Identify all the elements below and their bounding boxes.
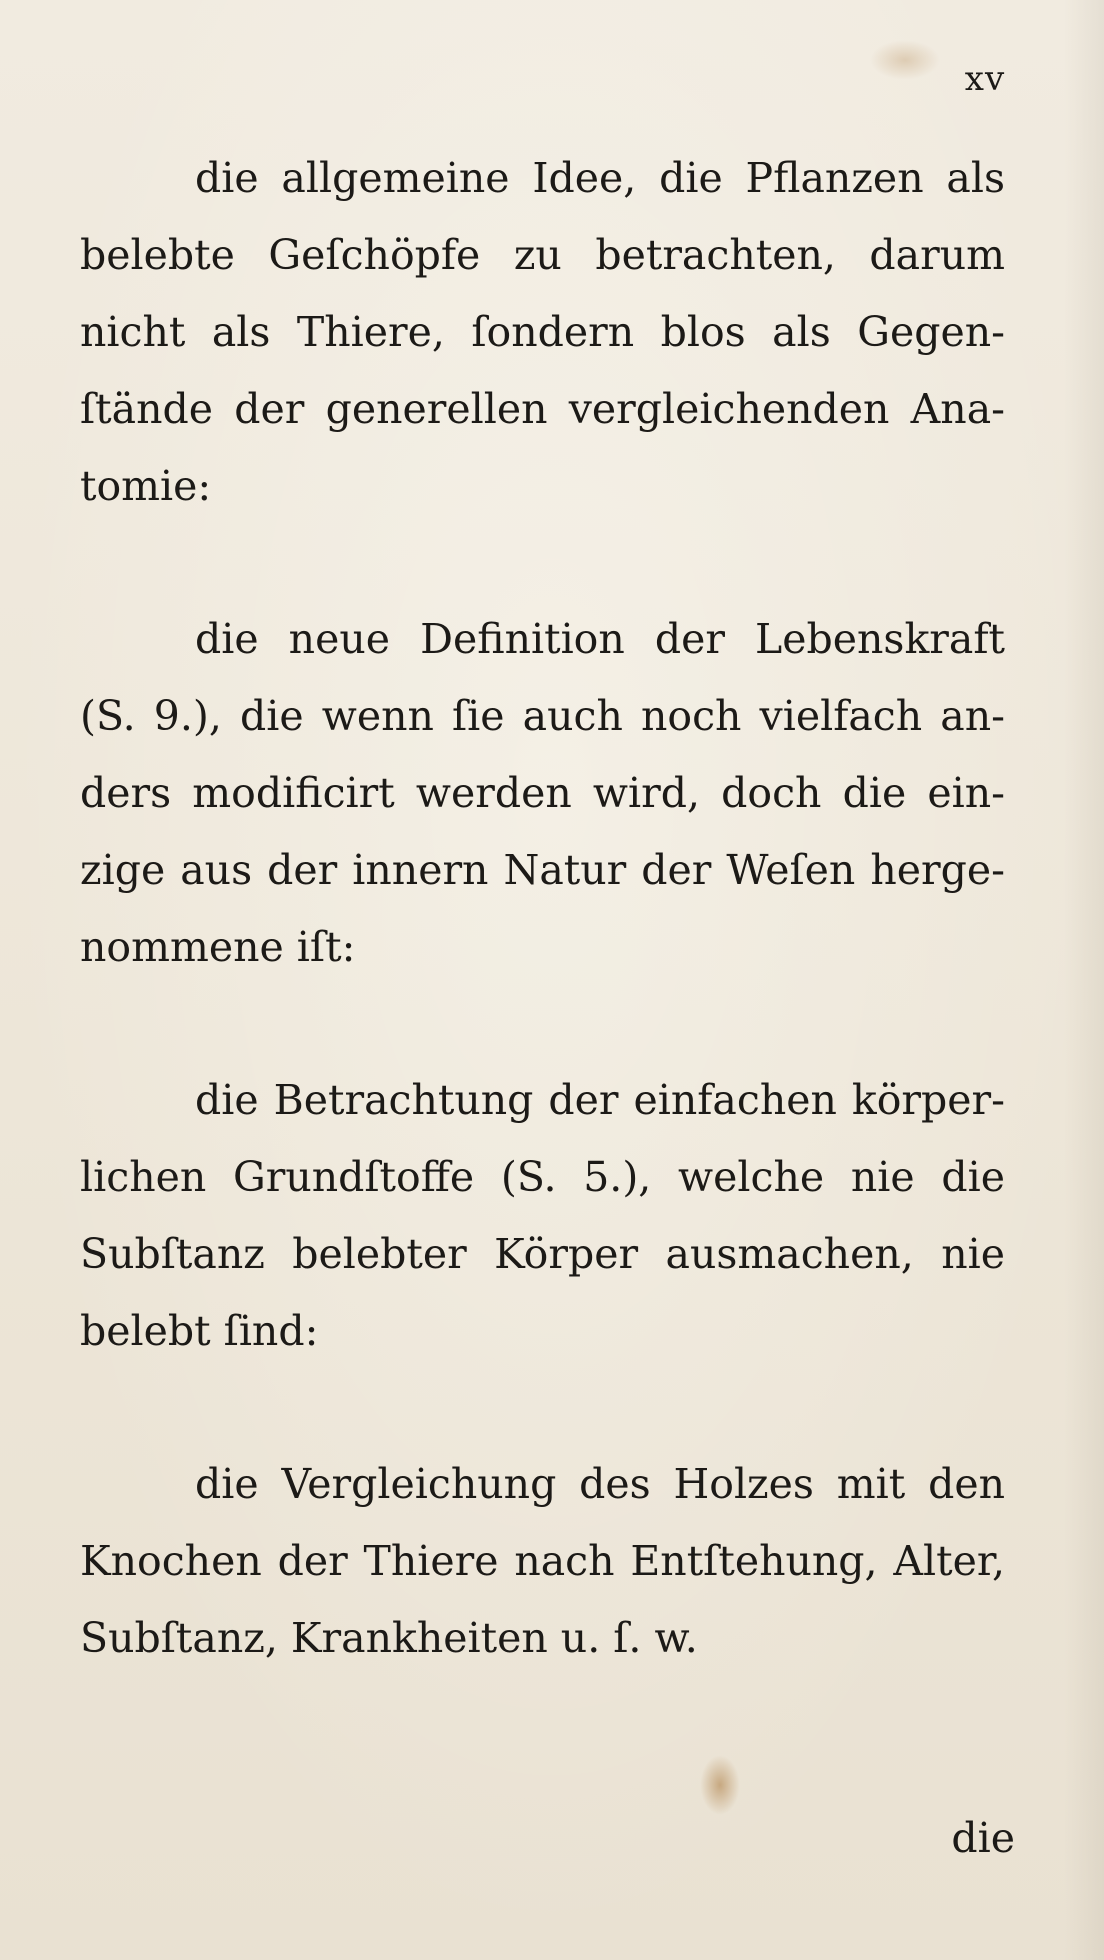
paragraph-definition-lebenskraft (80, 601, 1005, 986)
paragraph-text: die Vergleichung des Holzes mit den Knochen der Thiere nach Entſtehung, Alter, Subſtanz, Krankheiten u. ſ. w. (80, 1460, 1005, 1662)
page-edge-shadow (1064, 0, 1104, 1960)
paragraph-holz-knochen (80, 1446, 1005, 1677)
body-text (80, 140, 1005, 1753)
foxing-stain (870, 40, 940, 80)
paragraph-text: die Betrachtung der einfachen körperlichen Grundſtoffe (S. 5.), welche nie die Subſtanz belebter Körper ausmachen, nie belebt ſind: (80, 1076, 1005, 1355)
paragraph-text: die neue Definition der Lebenskraft (S. 9.), die wenn ſie auch noch vielfach anders modificirt werden wird, doch die einzige aus der innern Natur der Weſen hergenommene iſt: (80, 615, 1005, 971)
page-number: xv (964, 59, 1006, 99)
paragraph-general-idea (80, 140, 1005, 525)
catchword: die (951, 1814, 1015, 1862)
paragraph-grundstoffe (80, 1062, 1005, 1370)
paragraph-text: die allgemeine Idee, die Pflanzen als belebte Geſchöpfe zu betrachten, darum nicht als Thiere, ſondern blos als Gegenſtände der generellen vergleichenden Anatomie: (80, 154, 1005, 510)
foxing-stain (700, 1755, 740, 1815)
